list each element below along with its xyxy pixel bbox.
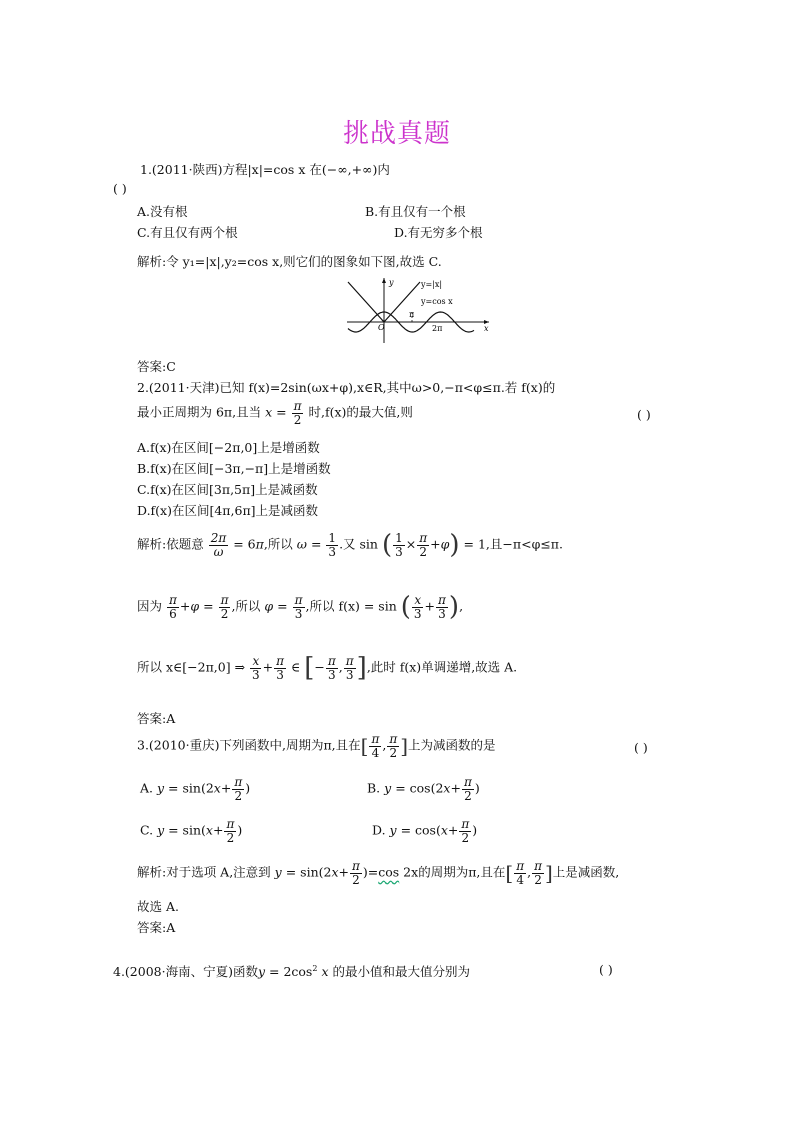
q1-option-b: B.有且仅有一个根 — [365, 204, 466, 219]
q3-analysis-line1: 解析:对于选项 A,注意到 y = sin(2x+ $\frac{\pi}{2}$ )=cos 2x的周期为π,且在[ $\frac{\pi}{4}$ , $\frac{\pi}{2}$ ]上是减函数, — [137, 859, 620, 887]
q2-option-c: C.f(x)在区间[3π,5π]上是减函数 — [137, 482, 318, 497]
q2-analysis-line2: 因为 $\frac{\pi}{6}$ +φ = $\frac{\pi}{2}$ ,所以 φ = $\frac{\pi}{3}$ ,所以 f(x) = sin ( $\frac{x}{3}$ + $\frac{\pi}{3}$ ), — [137, 592, 464, 622]
q1-option-d: D.有无穷多个根 — [394, 225, 483, 240]
q1-answer: 答案:C — [137, 359, 176, 374]
y-axis-arrow — [382, 278, 386, 283]
x-label: x — [484, 324, 489, 333]
q2-paren: ( ) — [637, 407, 651, 422]
q4-stem: 4.(2008·海南、宁夏)函数$y = 2\cos^2$ x 的最小值和最大值分别为 — [113, 963, 470, 979]
q1-option-a: A.没有根 — [137, 204, 188, 219]
q3-option-b: B. y = cos(2x+ $\frac{\pi}{2}$ ) — [367, 775, 480, 803]
q2-option-d: D.f(x)在区间[4π,6π]上是减函数 — [137, 503, 319, 518]
q3-option-c: C. y = sin(x+ $\frac{\pi}{2}$ ) — [140, 817, 243, 845]
pi-label: π — [409, 310, 415, 319]
q1-paren: ( ) — [113, 181, 127, 196]
q3-answer: 答案:A — [137, 920, 176, 935]
q1-option-c: C.有且仅有两个根 — [137, 225, 238, 240]
q2-frac-pi-2: $\frac{\pi}{2}$ — [293, 399, 302, 427]
abs-label: y=|x| — [421, 280, 443, 289]
two-pi-label: 2π — [432, 324, 443, 333]
cos-label: y=cos x — [421, 297, 453, 306]
q3-option-a: A. y = sin(2x+ $\frac{\pi}{2}$ ) — [140, 775, 251, 803]
q1-stem: 1.(2011·陕西)方程|x|=cos x 在(−∞,+∞)内 — [140, 162, 390, 177]
q2-option-b: B.f(x)在区间[−3π,−π]上是增函数 — [137, 461, 331, 476]
q2-analysis-line3: 所以 x∈[−2π,0] ⇒ $\frac{x}{3}$ + $\frac{\pi}{3}$ ∈ [− $\frac{\pi}{3}$ , $\frac{\pi}{3}$ ],此时 f(x)单调递增,故选 A. — [137, 653, 518, 683]
q2-stem-line1: 2.(2011·天津)已知 f(x)=2sin(ωx+φ),x∈R,其中ω>0,−π<φ≤π.若 f(x)的 — [137, 380, 556, 395]
q2-option-a: A.f(x)在区间[−2π,0]上是增函数 — [137, 440, 320, 455]
q1-graph — [343, 273, 493, 345]
q1-analysis: 解析:令 y₁=|x|,y₂=cos x,则它们的图象如下图,故选 C. — [137, 254, 442, 269]
q3-stem: 3.(2010·重庆)下列函数中,周期为π,且在[ $\frac{\pi}{4}$ , $\frac{\pi}{2}$ ]上为减函数的是 — [137, 732, 496, 760]
q2-answer: 答案:A — [137, 711, 176, 726]
q3-paren: ( ) — [634, 740, 648, 755]
q2-analysis-line1: 解析:依题意 $\frac{2\pi}{\omega}$ = 6π,所以 ω = $\frac{1}{3}$ .又 sin ( $\frac{1}{3}$ × $\frac{\pi}{2}$ +φ) = 1,且−π<φ≤π. — [137, 530, 563, 560]
q3-option-d: D. y = cos(x+ $\frac{\pi}{2}$ ) — [372, 817, 478, 845]
y-label: y — [389, 278, 394, 287]
q4-paren: ( ) — [599, 962, 613, 977]
page-title: 挑战真题 — [342, 119, 451, 149]
q2-stem-line2: 最小正周期为 6π,且当 x = $\frac{\pi}{2}$ 时,f(x)的最大值,则 — [137, 399, 413, 427]
origin-label: O — [378, 323, 385, 332]
q3-analysis-line2: 故选 A. — [137, 899, 179, 914]
